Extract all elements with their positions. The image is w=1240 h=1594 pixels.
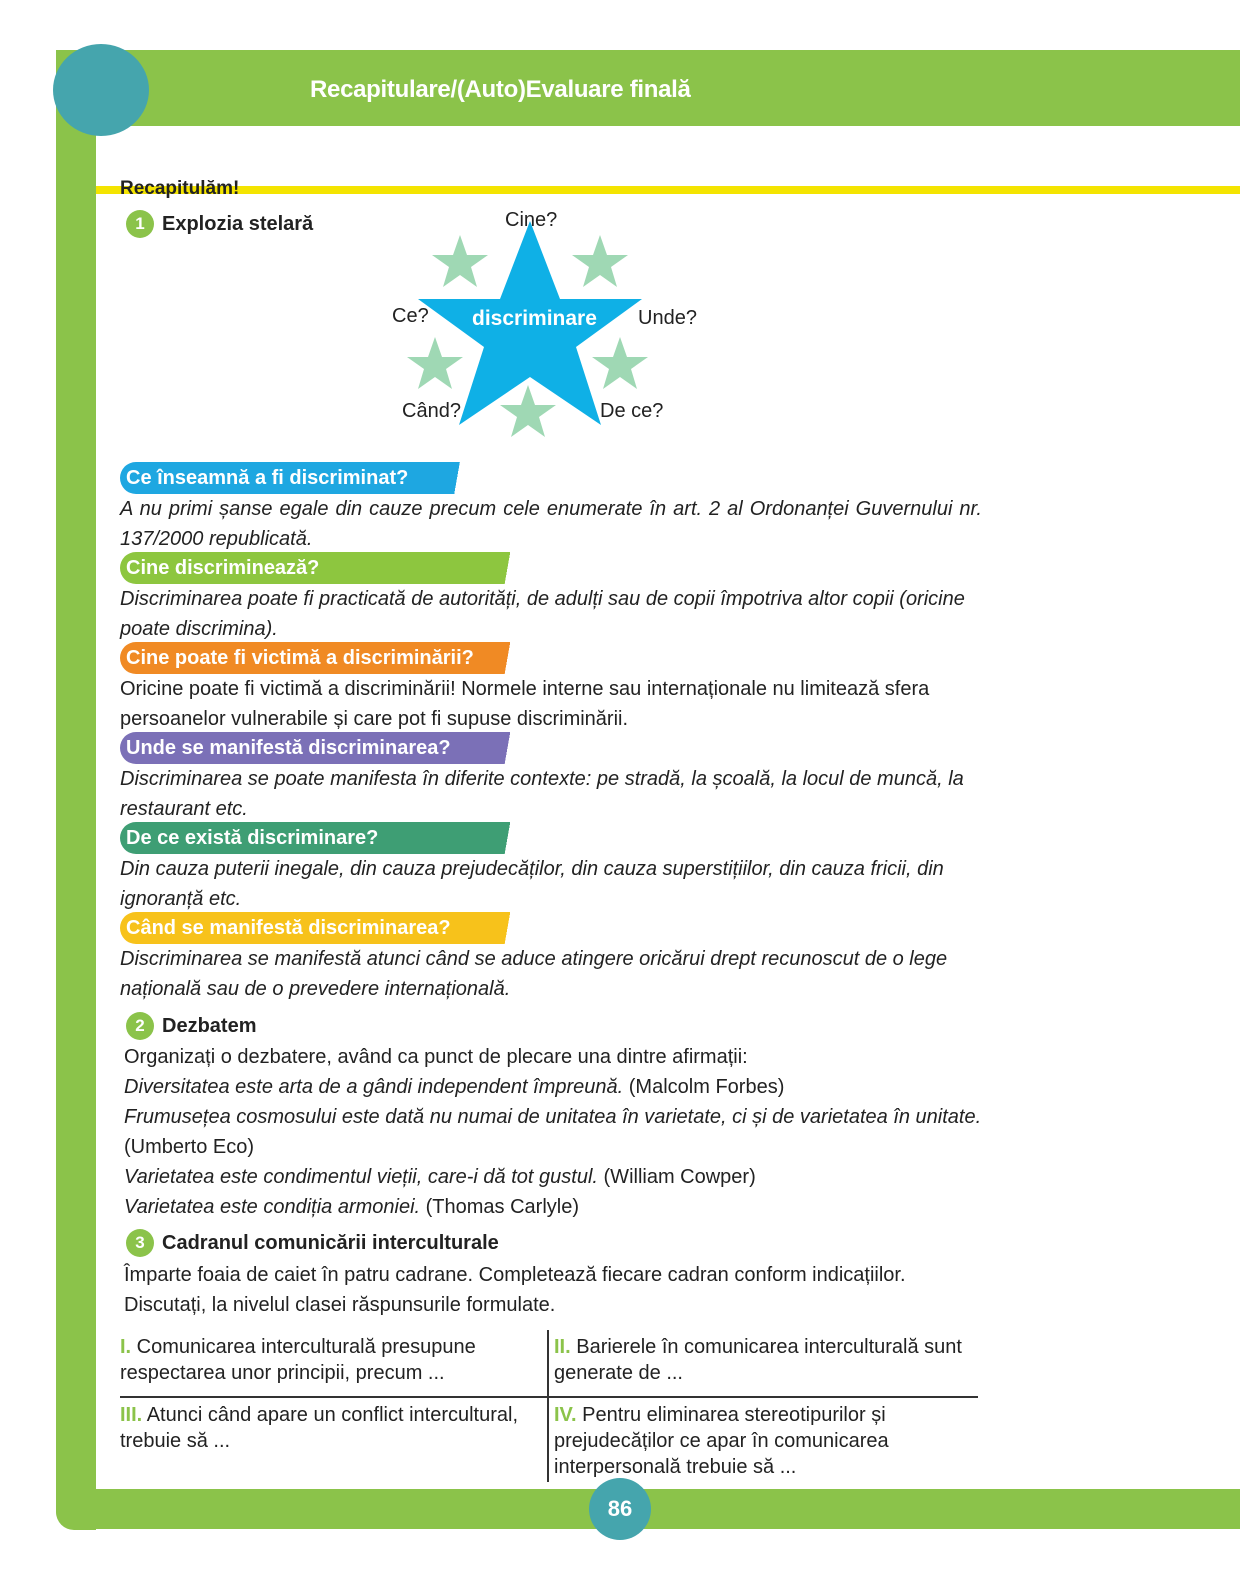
small-star-icon (572, 235, 628, 287)
question-banner: Unde se manifestă discriminarea? (120, 732, 548, 764)
quote: Varietatea este condiția armoniei. (Thomas Carlyle) (124, 1196, 580, 1218)
debate-intro: Organizați o dezbatere, având ca punct de plecare una dintre afirmații: (124, 1046, 748, 1068)
quadrant-grid (120, 1330, 978, 1482)
star-label-bottom-right: De ce? (600, 400, 664, 422)
question-banner: Cine poate fi victimă a discriminării? (120, 642, 548, 674)
exercise-2-heading (126, 1012, 256, 1040)
quadrant-divider-horizontal (120, 1396, 978, 1398)
left-frame-bar (56, 50, 96, 1530)
quote: Frumusețea cosmosului este dată nu numai de unitatea în varietate, ci și de varietatea în unitate. (Umberto Eco) (124, 1106, 982, 1158)
exercise-number-badge: 2 (126, 1012, 154, 1040)
exercise-title: Dezbatem (162, 1014, 257, 1037)
answer-text: Discriminarea se poate manifesta în diferite contexte: pe stradă, la școală, la locul de muncă, la restaurant etc. (120, 768, 964, 820)
small-star-icon (432, 235, 488, 287)
quadrant-1: I. Comunicarea interculturală presupune respectarea unor principii, precum ... (120, 1336, 476, 1384)
small-star-icon (407, 337, 463, 389)
quadrant-divider-vertical (547, 1330, 549, 1482)
exercise-title: Explozia stelară (162, 212, 314, 235)
answer-text: Din cauza puterii inegale, din cauza prejudecăților, din cauza superstițiilor, din cauza fricii, din ignoranță etc. (120, 858, 944, 910)
question-banner: Cine discriminează? (120, 552, 548, 584)
question-banner: Când se manifestă discriminarea? (120, 912, 548, 944)
answer-text: Discriminarea poate fi practicată de autorități, de adulți sau de copii împotriva altor copii (oricine poate discrimina). (120, 588, 965, 640)
question-banner: Ce înseamnă a fi discriminat? (120, 462, 492, 494)
quadrant-4: IV. Pentru eliminarea stereotipurilor și prejudecăților ce apar în comunicarea interpersonală trebuie să ... (554, 1404, 889, 1478)
qa-block (120, 462, 982, 554)
answer-text: Oricine poate fi victimă a discriminării! Normele interne sau internaționale nu limitează sfera persoanelor vulnerabile și care pot fi supuse discriminării. (120, 678, 930, 730)
quote: Varietatea este condimentul vieții, care-i dă tot gustul. (William Cowper) (124, 1166, 756, 1188)
page-number: 86 (589, 1478, 651, 1540)
qa-block (120, 822, 982, 914)
corner-circle (53, 44, 149, 136)
small-star-icon (500, 385, 556, 437)
exercise-number-badge: 1 (126, 210, 154, 238)
page-title: Recapitulare/(Auto)Evaluare finală (310, 76, 691, 103)
exercise-3-heading (126, 1229, 499, 1257)
answer-text: A nu primi șanse egale din cauze precum cele enumerate în art. 2 al Ordonanței Guvernului nr. 137/2000 republicată. (120, 498, 982, 550)
answer-text: Discriminarea se manifestă atunci când se aduce atingere oricărui drept recunoscut de o lege națională sau de o prevedere internațională. (120, 948, 948, 1000)
qa-block (120, 732, 982, 824)
small-star-icon (592, 337, 648, 389)
quadrant-3: III. Atunci când apare un conflict intercultural, trebuie să ... (120, 1404, 519, 1452)
star-label-right: Unde? (638, 307, 697, 329)
star-label-bottom-left: Când? (402, 400, 461, 422)
exercise-title: Cadranul comunicării interculturale (162, 1231, 499, 1254)
star-label-left: Ce? (392, 305, 429, 327)
question-banner: De ce există discriminare? (120, 822, 548, 854)
exercise-number-badge: 3 (126, 1229, 154, 1257)
star-center-label: discriminare (472, 307, 597, 330)
exercise-3-instructions: Împarte foaia de caiet în patru cadrane. Completează fiecare cadran conform indicațiilor. Discutați, la nivelul clasei răspunsurile formulate. (124, 1264, 906, 1316)
qa-block (120, 642, 982, 734)
qa-block (120, 552, 982, 644)
exercise-1-heading (126, 210, 313, 238)
star-diagram (380, 205, 720, 440)
section-label: Recapitulăm! (120, 178, 240, 199)
quote: Diversitatea este arta de a gândi independent împreună. (Malcolm Forbes) (124, 1076, 785, 1098)
section-divider (96, 186, 1240, 194)
qa-block (120, 912, 982, 1004)
star-label-top: Cine? (505, 209, 558, 231)
debate-text (124, 1042, 984, 1222)
quadrant-2: II. Barierele în comunicarea interculturală sunt generate de ... (554, 1336, 962, 1384)
